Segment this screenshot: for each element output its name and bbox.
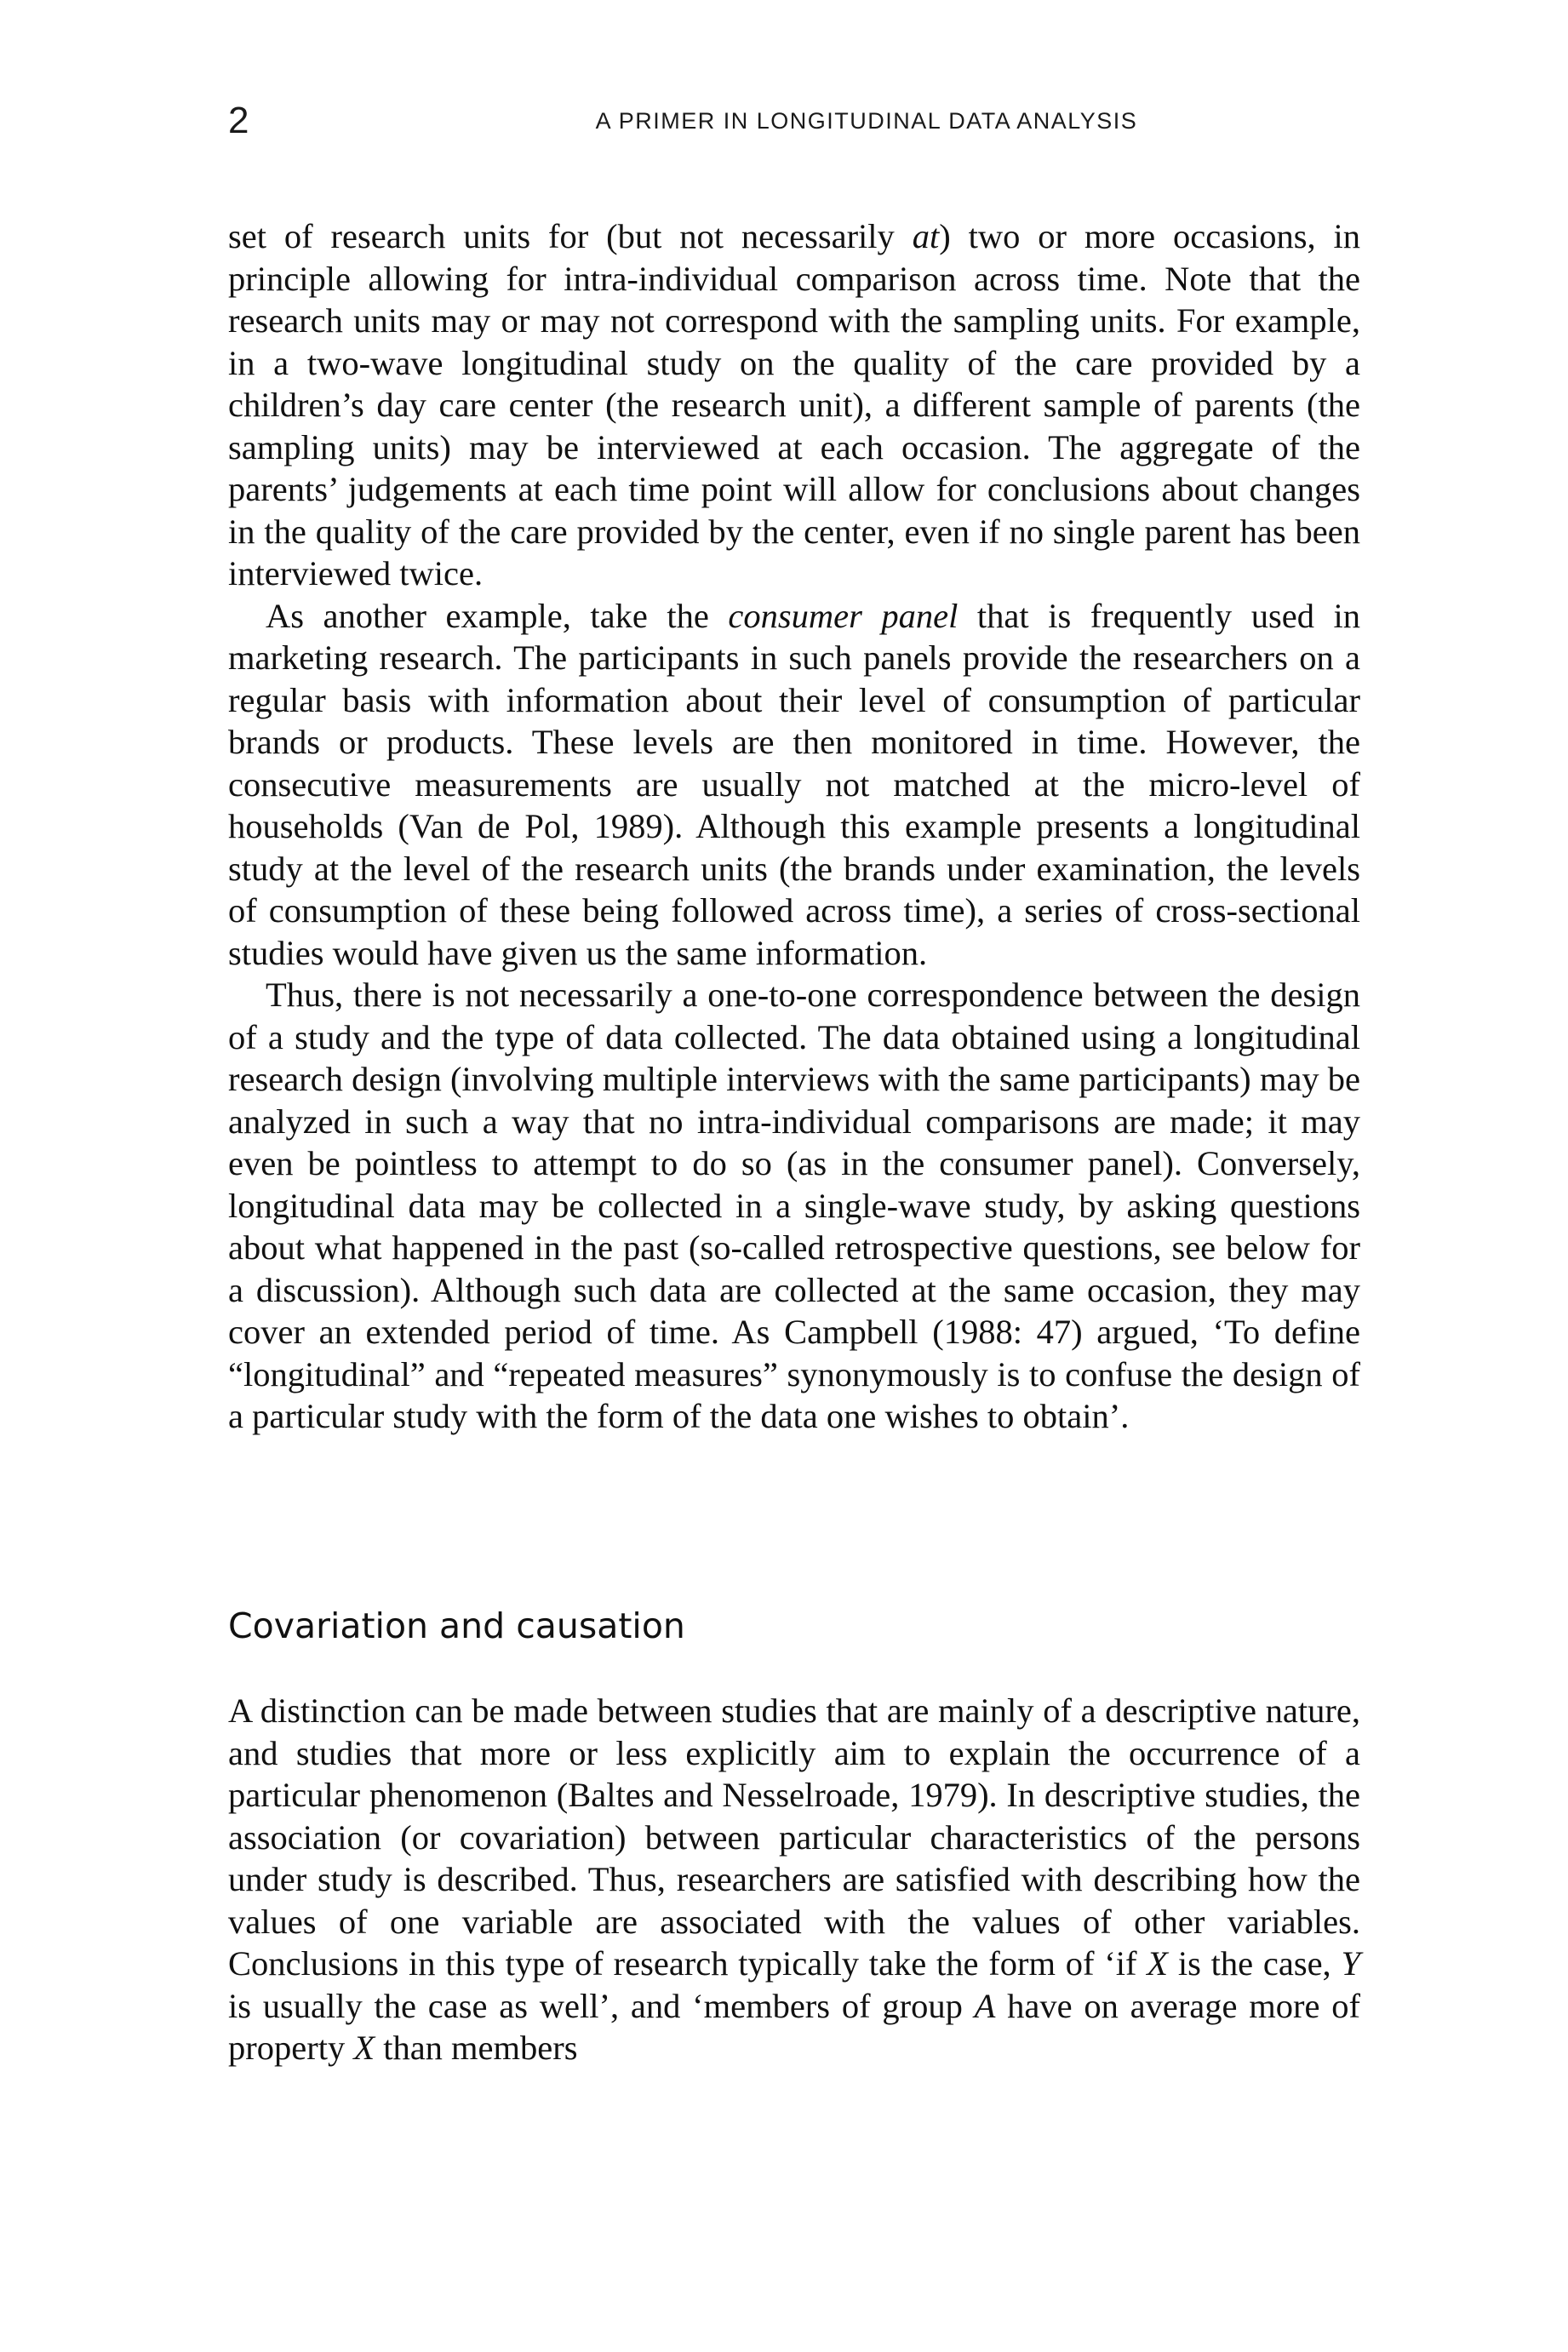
text-run: that is frequently used in marketing research. The participants in such panels provide the researchers on a regular basis with information about their level of consumption of particular brands or products. These levels are then monitored in time. However, the consecutive measurements are usually not matched at the micro-level of households (Van de Pol, 1989). Although this example presents a longitudinal study at the level of the research units (the brands under examination, the levels of consumption of these being followed across time), a series of cross-sectional studies would have given us the same information. bbox=[228, 596, 1360, 972]
italic-text-run: at bbox=[912, 217, 940, 255]
paragraph bbox=[228, 595, 1360, 975]
text-run: is the case, bbox=[1168, 1944, 1342, 1983]
page-number: 2 bbox=[228, 100, 249, 141]
paragraph bbox=[228, 215, 1360, 595]
text-run: have on average more of property bbox=[228, 1986, 1361, 2067]
text-run: is usually the case as well’, and ‘members of group bbox=[228, 1986, 975, 2025]
running-title: A PRIMER IN LONGITUDINAL DATA ANALYSIS bbox=[595, 108, 1138, 134]
paragraph bbox=[228, 974, 1360, 1438]
text-run: than members bbox=[375, 2029, 578, 2067]
running-head bbox=[228, 95, 1360, 146]
text-run: A distinction can be made between studies that are mainly of a descriptive nature, and studies that more or less explicitly aim to explain the occurrence of a particular phenomenon (Baltes and Nesselroade, 1979). In descriptive studies, the association (or covariation) between particular characteristics of the persons under study is described. Thus, researchers are satisfied with describing how the values of one variable are associated with the values of other variables. Conclusions in this type of research typically take the form of ‘if bbox=[228, 1691, 1360, 1983]
body-text bbox=[228, 215, 1360, 1438]
text-run: ) two or more occasions, in principle allowing for intra-individual comparison across time. Note that the research units may or may not correspond with the sampling units. For example, in a two-wave longitudinal study on the quality of the care provided by a children’s day care center (the research unit), a different sample of parents (the sampling units) may be interviewed at each occasion. The aggregate of the parents’ judgements at each time point will allow for conclusions about changes in the quality of the care provided by the center, even if no single parent has been interviewed twice. bbox=[228, 217, 1360, 592]
italic-text-run: X bbox=[1147, 1944, 1169, 1983]
text-run: set of research units for (but not necessarily bbox=[228, 217, 913, 255]
text-run: As another example, take the bbox=[266, 596, 729, 635]
section-heading: Covariation and causation bbox=[228, 1605, 685, 1646]
section-body-text bbox=[228, 1690, 1360, 2069]
italic-text-run: X bbox=[353, 2029, 375, 2067]
text-run: Thus, there is not necessarily a one-to-one correspondence between the design of a study and the type of data collected. The data obtained using a longitudinal research design (involving multiple interviews with the same participants) may be analyzed in such a way that no intra-individual comparisons are made; it may even be pointless to attempt to do so (as in the consumer panel). Conversely, longitudinal data may be collected in a single-wave study, by asking questions about what happened in the past (so-called retrospective questions, see below for a discussion). Although such data are collected at the same occasion, they may cover an extended period of time. As Campbell (1988: 47) argued, ‘To define “longitudinal” and “repeated measures” synonymously is to confuse the design of a particular study with the form of the data one wishes to obtain’. bbox=[228, 976, 1360, 1435]
italic-text-run: A bbox=[974, 1986, 996, 2025]
paragraph bbox=[228, 1690, 1360, 2069]
italic-text-run: consumer panel bbox=[728, 596, 959, 635]
italic-text-run: Y bbox=[1341, 1944, 1360, 1983]
